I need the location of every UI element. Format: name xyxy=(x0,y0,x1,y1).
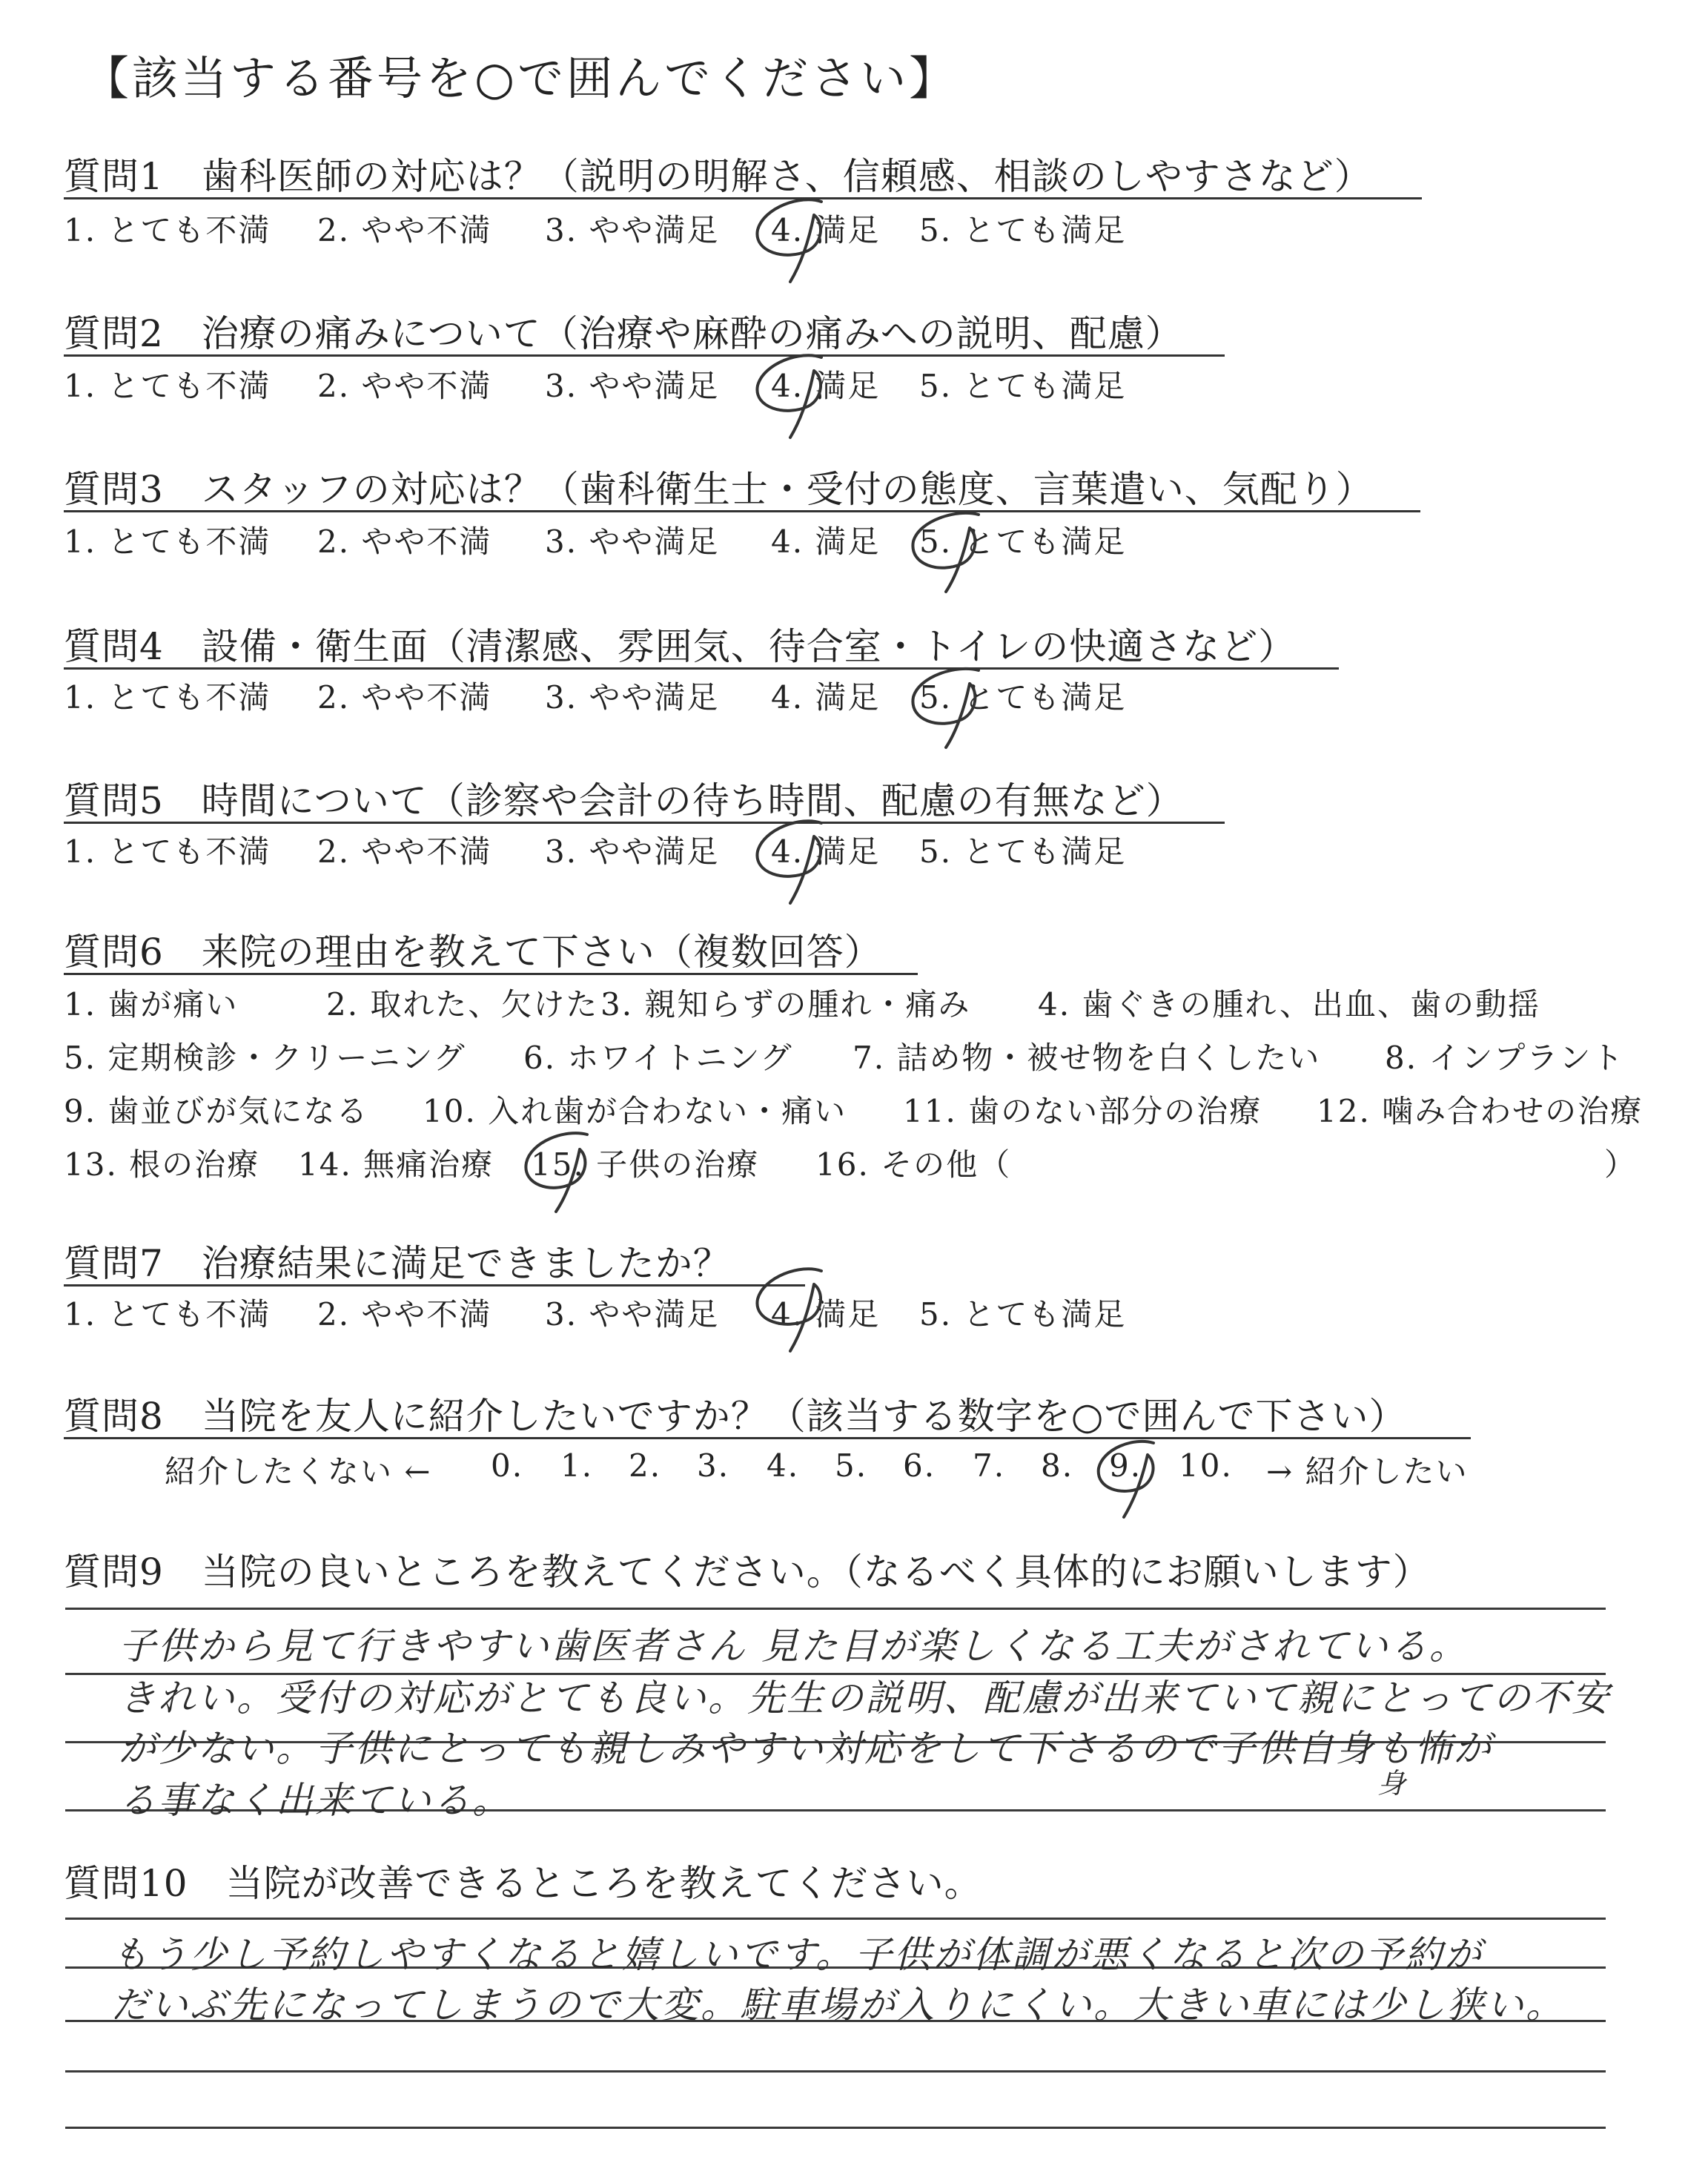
question-2-underline xyxy=(64,354,1225,357)
q1-option-3[interactable]: 3. やや満足 xyxy=(545,212,720,248)
q6-option-2[interactable]: 2. 取れた、欠けた xyxy=(326,986,599,1023)
q1-option-5[interactable]: 5. とても満足 xyxy=(919,212,1127,248)
q2-option-4[interactable]: 4. 満足 xyxy=(771,368,881,404)
q4-option-2[interactable]: 2. やや不満 xyxy=(317,679,492,716)
question-6-underline xyxy=(64,973,918,975)
q4-option-1[interactable]: 1. とても不満 xyxy=(64,679,271,716)
question-4-underline xyxy=(64,667,1339,670)
q9-answer-rule-1 xyxy=(65,1608,1606,1610)
question-8: 質問8 当院を友人に紹介したいですか？（該当する数字を○で囲んで下さい） xyxy=(64,1395,1407,1438)
question-2: 質問2 治療の痛みについて（治療や麻酔の痛みへの説明、配慮） xyxy=(64,312,1183,355)
q8-number-9[interactable]: 9. xyxy=(1109,1447,1142,1484)
q9-handwritten-line-1: 子供から見て行きやすい歯医者さん 見た目が楽しくなる工夫がされている。 xyxy=(119,1625,1469,1668)
q6-option-12[interactable]: 12. 噛み合わせの治療 xyxy=(1317,1093,1644,1129)
q1-option-4[interactable]: 4. 満足 xyxy=(771,212,881,248)
q9-handwritten-line-2: きれい。受付の対応がとても良い。先生の説明、配慮が出来ていて親にとっての不安 xyxy=(119,1677,1611,1720)
q10-handwritten-line-2: だいぶ先になってしまうので大変。駐車場が入りにくい。大きい車には少し狭い。 xyxy=(111,1984,1565,2027)
q8-number-5[interactable]: 5. xyxy=(835,1447,868,1484)
q8-number-3[interactable]: 3. xyxy=(697,1447,730,1484)
q6-option-10[interactable]: 10. 入れ歯が合わない・痛い xyxy=(423,1093,847,1129)
question-5-underline xyxy=(64,822,1225,824)
question-3: 質問3 スタッフの対応は？（歯科衛生士・受付の態度、言葉遣い、気配り） xyxy=(64,468,1374,511)
q8-number-2[interactable]: 2. xyxy=(629,1447,662,1484)
question-1: 質問1 歯科医師の対応は？（説明の明解さ、信頼感、相談のしやすさなど） xyxy=(64,155,1372,198)
q8-number-7[interactable]: 7. xyxy=(973,1447,1006,1484)
q2-option-5[interactable]: 5. とても満足 xyxy=(919,368,1127,404)
q6-other-close-paren: ） xyxy=(1604,1146,1638,1183)
q4-option-3[interactable]: 3. やや満足 xyxy=(545,679,720,716)
q10-answer-rule-5 xyxy=(65,2127,1606,2129)
q6-option-3[interactable]: 3. 親知らずの腫れ・痛み xyxy=(600,986,971,1023)
q6-option-16[interactable]: 16. その他（ xyxy=(815,1146,1012,1183)
q7-option-3[interactable]: 3. やや満足 xyxy=(545,1296,720,1332)
q4-option-5[interactable]: 5. とても満足 xyxy=(919,679,1127,716)
q6-option-11[interactable]: 11. 歯のない部分の治療 xyxy=(903,1093,1262,1129)
q1-option-2[interactable]: 2. やや不満 xyxy=(317,212,492,248)
q8-number-10[interactable]: 10. xyxy=(1179,1447,1233,1484)
q10-handwritten-line-1: もう少し予約しやすくなると嬉しいです。子供が体調が悪くなると次の予約が xyxy=(111,1933,1483,1976)
q8-number-4[interactable]: 4. xyxy=(767,1447,800,1484)
q10-answer-rule-1 xyxy=(65,1918,1606,1920)
q6-option-1[interactable]: 1. 歯が痛い xyxy=(64,986,239,1023)
q3-option-3[interactable]: 3. やや満足 xyxy=(545,524,720,560)
q8-right-label: → 紹介したい xyxy=(1266,1453,1469,1490)
q7-option-1[interactable]: 1. とても不満 xyxy=(64,1296,271,1332)
q6-option-13[interactable]: 13. 根の治療 xyxy=(64,1146,260,1183)
q7-option-5[interactable]: 5. とても満足 xyxy=(919,1296,1127,1332)
q2-option-1[interactable]: 1. とても不満 xyxy=(64,368,271,404)
q8-number-8[interactable]: 8. xyxy=(1041,1447,1074,1484)
question-8-underline xyxy=(64,1437,1471,1439)
q3-option-5[interactable]: 5. とても満足 xyxy=(919,524,1127,560)
q6-option-8[interactable]: 8. インプラント xyxy=(1385,1040,1625,1076)
q7-option-4[interactable]: 4. 満足 xyxy=(771,1296,881,1332)
q6-option-5[interactable]: 5. 定期検診・クリーニング xyxy=(64,1040,466,1076)
q6-option-9[interactable]: 9. 歯並びが気になる xyxy=(64,1093,369,1129)
question-5: 質問5 時間について（診察や会計の待ち時間、配慮の有無など） xyxy=(64,779,1184,822)
question-1-underline xyxy=(64,197,1422,199)
q3-option-2[interactable]: 2. やや不満 xyxy=(317,524,492,560)
q3-option-1[interactable]: 1. とても不満 xyxy=(64,524,271,560)
q9-handwritten-line-4: る事なく出来ている。 xyxy=(119,1779,512,1822)
question-3-underline xyxy=(64,510,1420,512)
q10-answer-rule-4 xyxy=(65,2070,1606,2073)
q9-correction-note: 身 xyxy=(1377,1767,1406,1800)
question-7-underline xyxy=(64,1284,805,1287)
q7-option-2[interactable]: 2. やや不満 xyxy=(317,1296,492,1332)
q6-option-7[interactable]: 7. 詰め物・被せ物を白くしたい xyxy=(853,1040,1321,1076)
q6-option-15[interactable]: 15. 子供の治療 xyxy=(531,1146,760,1183)
q2-option-3[interactable]: 3. やや満足 xyxy=(545,368,720,404)
q4-option-4[interactable]: 4. 満足 xyxy=(771,679,881,716)
page-title: 【該当する番号を○で囲んでください】 xyxy=(83,51,959,105)
q1-option-1[interactable]: 1. とても不満 xyxy=(64,212,271,248)
q8-left-label: 紹介したくない ← xyxy=(165,1453,432,1490)
q8-number-6[interactable]: 6. xyxy=(903,1447,936,1484)
q5-option-1[interactable]: 1. とても不満 xyxy=(64,833,271,870)
q8-number-0[interactable]: 0. xyxy=(491,1447,524,1484)
q5-option-3[interactable]: 3. やや満足 xyxy=(545,833,720,870)
q2-option-2[interactable]: 2. やや不満 xyxy=(317,368,492,404)
q6-option-6[interactable]: 6. ホワイトニング xyxy=(523,1040,793,1076)
q3-option-4[interactable]: 4. 満足 xyxy=(771,524,881,560)
question-4: 質問4 設備・衛生面（清潔感、雰囲気、待合室・トイレの快適さなど） xyxy=(64,625,1297,668)
q5-option-5[interactable]: 5. とても満足 xyxy=(919,833,1127,870)
q5-option-4[interactable]: 4. 満足 xyxy=(771,833,881,870)
q6-option-4[interactable]: 4. 歯ぐきの腫れ、出血、歯の動揺 xyxy=(1038,986,1540,1023)
question-10: 質問10 当院が改善できるところを教えてください。 xyxy=(64,1862,982,1905)
q6-option-14[interactable]: 14. 無痛治療 xyxy=(298,1146,494,1183)
q8-number-1[interactable]: 1. xyxy=(560,1447,594,1484)
q9-handwritten-line-3: が少ない。子供にとっても親しみやすい対応をして下さるので子供自身も怖が xyxy=(119,1727,1493,1770)
question-6: 質問6 来院の理由を教えて下さい（複数回答） xyxy=(64,931,882,974)
question-7: 質問7 治療結果に満足できましたか？ xyxy=(64,1242,731,1285)
q5-option-2[interactable]: 2. やや不満 xyxy=(317,833,492,870)
question-9: 質問9 当院の良いところを教えてください。（なるべく具体的にお願いします） xyxy=(64,1550,1431,1593)
